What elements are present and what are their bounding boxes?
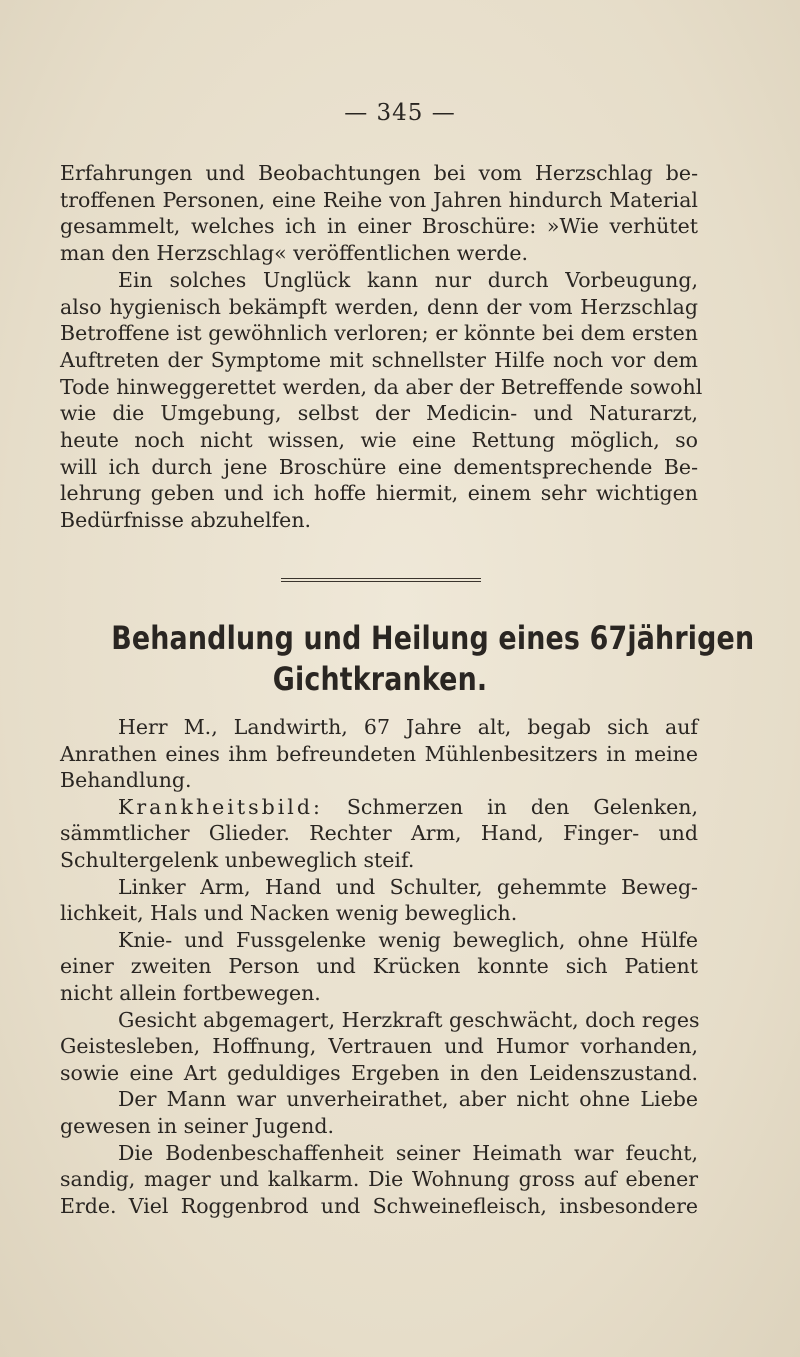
text-line: Knie- und Fussgelenke wenig beweglich, ohne Hülfe [118, 927, 698, 952]
text-line: Auftreten der Symptome mit schnellster Hilfe noch vor dem [60, 347, 698, 372]
text-line: Behandlung. [60, 768, 192, 793]
text-line: Die Bodenbeschaffenheit seiner Heimath war feucht, [118, 1140, 698, 1165]
text-line: also hygienisch bekämpft werden, denn der vom Herzschlag [60, 294, 698, 319]
text-line: sandig, mager und kalkarm. Die Wohnung gross auf ebener [60, 1167, 698, 1192]
text-line: lichkeit, Hals und Nacken wenig beweglich. [60, 901, 518, 926]
heading-line-2: Gichtkranken. [272, 660, 488, 698]
text-line: will ich durch jene Broschüre eine dementsprechende Be- [60, 454, 698, 479]
text-line: Bedürfnisse abzuhelfen. [60, 508, 312, 533]
text-line: Geistesleben, Hoffnung, Vertrauen und Humor vorhanden, [60, 1034, 698, 1059]
text-line [60, 794, 698, 821]
text-line: Ein solches Unglück kann nur durch Vorbeugung, [118, 267, 698, 292]
text-line: lehrung geben und ich hoffe hiermit, einem sehr wichtigen [60, 481, 698, 506]
spaced-term: Krankheitsbild: [118, 794, 323, 819]
text-line: sowie eine Art geduldiges Ergeben in den Leidenszustand. [60, 1060, 698, 1085]
text-line: sämmtlicher Glieder. Rechter Arm, Hand, Finger- und [60, 821, 698, 846]
section-heading [111, 618, 755, 700]
text-line: Der Mann war unverheirathet, aber nicht ohne Liebe [118, 1087, 698, 1112]
paragraph-group-2 [60, 714, 698, 1219]
text-line: einer zweiten Person und Krücken konnte sich Patient [60, 954, 698, 979]
text-line: Erde. Viel Roggenbrod und Schweinefleisch, insbesondere [60, 1193, 698, 1218]
text-line: nicht allein fortbewegen. [60, 980, 321, 1005]
page-number: — 345 — [344, 100, 456, 126]
text-fragment: Schmerzen in den Gelenken, [322, 794, 698, 819]
paragraph-group-1 [60, 160, 703, 534]
text-line: Linker Arm, Hand und Schulter, gehemmte Beweg- [118, 874, 698, 899]
text-line: troffenen Personen, eine Reihe von Jahren hindurch Material [60, 187, 698, 212]
text-line: gewesen in seiner Jugend. [60, 1113, 334, 1138]
text-line: gesammelt, welches ich in einer Broschüre: »Wie verhütet [60, 214, 698, 239]
text-line: Anrathen eines ihm befreundeten Mühlenbesitzers in meine [60, 741, 698, 766]
text-line: Schultergelenk unbeweglich steif. [60, 847, 415, 872]
text-line: Betroffene ist gewöhnlich verloren; er könnte bei dem ersten [60, 321, 698, 346]
text-line: Erfahrungen und Beobachtungen bei vom Herzschlag be- [60, 161, 698, 185]
section-divider [281, 578, 481, 582]
text-line: wie die Umgebung, selbst der Medicin- und Naturarzt, [60, 401, 698, 426]
text-line: Herr M., Landwirth, 67 Jahre alt, begab sich auf [118, 715, 698, 739]
text-line: Gesicht abgemagert, Herzkraft geschwächt, doch reges [118, 1007, 700, 1032]
text-line: man den Herzschlag« veröffentlichen werde. [60, 241, 529, 266]
text-line: Tode hinweggerettet werden, da aber der Betreffende sowohl [60, 374, 703, 399]
heading-line-1: Behandlung und Heilung eines 67jährigen [111, 619, 755, 657]
text-line: heute noch nicht wissen, wie eine Rettung möglich, so [60, 428, 698, 453]
